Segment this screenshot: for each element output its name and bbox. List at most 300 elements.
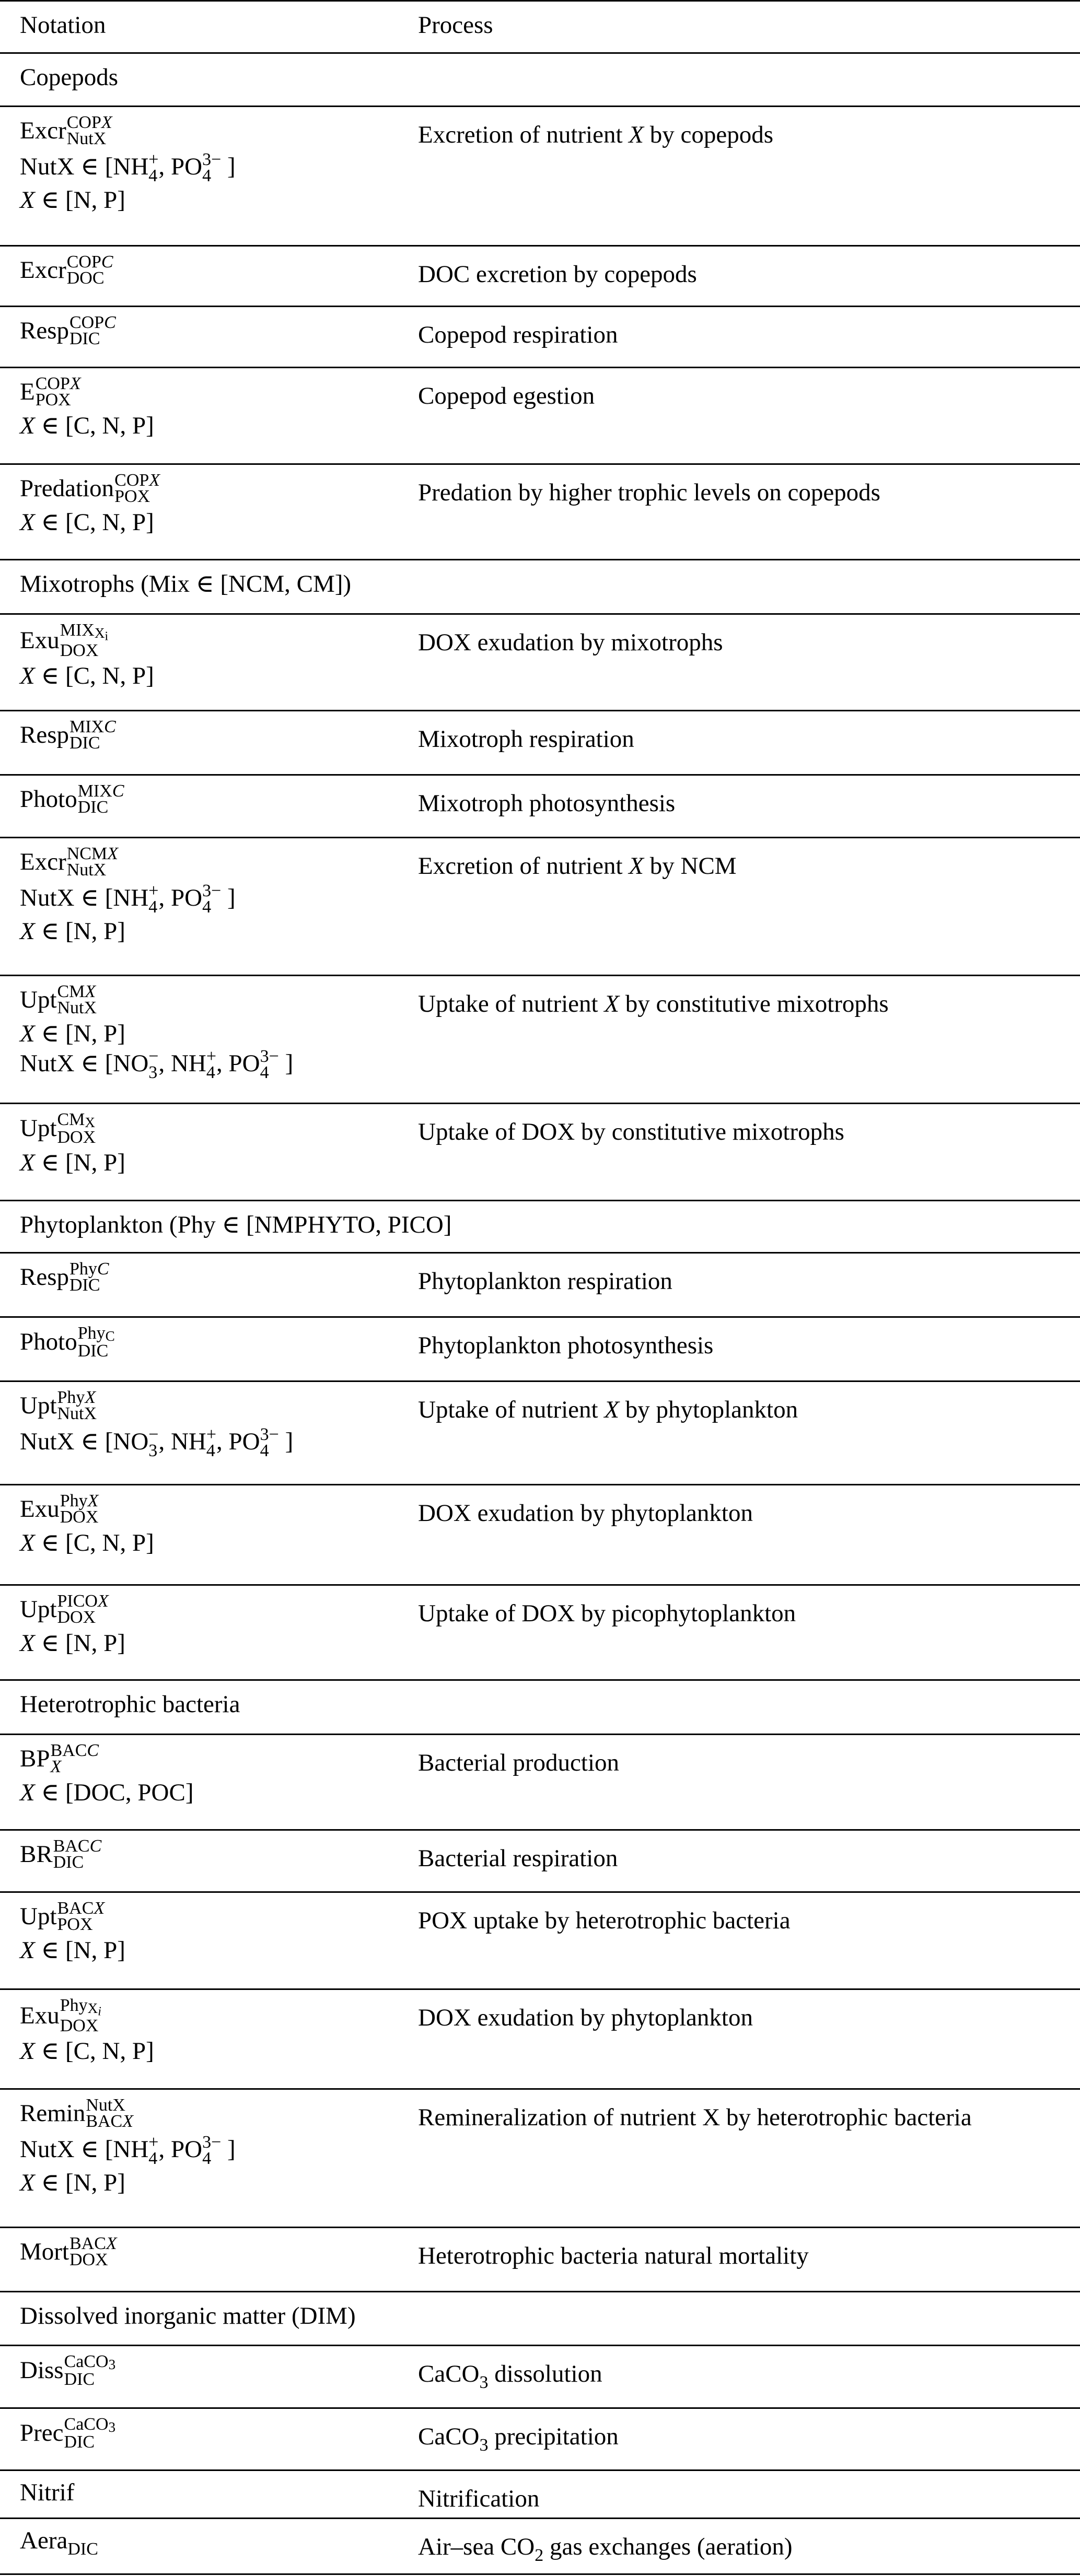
group-label: Phytoplankton (Phy ∈ [NMPHYTO, PICO] <box>20 1211 452 1238</box>
group-header-row <box>0 53 1080 107</box>
notation-symbol <box>20 1741 418 1777</box>
process-description <box>418 382 595 409</box>
group-label: Mixotrophs (Mix ∈ [NCM, CM]) <box>20 570 352 598</box>
text-segment: X <box>87 2000 98 2017</box>
notation-domain-line <box>20 919 418 944</box>
process-description <box>418 2004 753 2031</box>
text-segment: 2 <box>535 2546 544 2565</box>
notation-domain-line <box>20 664 418 688</box>
notation-base: Excr <box>20 117 66 145</box>
table-row <box>0 1892 1080 1989</box>
text-segment: X <box>20 662 35 690</box>
notation-symbol <box>20 781 418 818</box>
process-cell <box>418 1585 1080 1680</box>
process-cell <box>418 2408 1080 2470</box>
text-segment: DIC <box>69 733 100 753</box>
notation-base: Remin <box>20 2100 86 2127</box>
notation-cell <box>0 2470 418 2519</box>
notation-domain-line <box>20 2132 418 2168</box>
text-segment: COP <box>69 313 104 332</box>
table-row <box>0 1485 1080 1585</box>
notation-lines <box>20 781 418 818</box>
text-segment: X <box>629 121 644 148</box>
notation-domain-line <box>20 1631 418 1656</box>
notation-scripts <box>86 2097 133 2130</box>
text-segment: X <box>69 374 81 393</box>
process-description <box>418 1396 798 1423</box>
notation-subscript <box>60 1509 99 1525</box>
notation-superscript <box>57 1111 96 1129</box>
text-segment: X <box>85 1115 96 1131</box>
text-segment: X <box>629 852 644 880</box>
text-segment: COP <box>66 252 101 272</box>
ion-count: 4 <box>202 2148 212 2168</box>
notation-scripts <box>64 2416 116 2450</box>
notation-lines <box>20 1324 418 1361</box>
notation-subscript <box>53 1854 102 1870</box>
table-row <box>0 614 1080 711</box>
text-segment: X <box>20 1778 35 1806</box>
text-segment: MIX <box>77 781 112 801</box>
process-description <box>418 2485 539 2512</box>
text-segment: Heterotrophic bacteria natural mortality <box>418 2242 809 2269</box>
text-segment: DOX <box>60 641 99 661</box>
ion-count: 3 <box>148 1441 158 1460</box>
notation-lines <box>20 982 418 1082</box>
notation-base: Photo <box>20 786 77 813</box>
notation-base: Upt <box>20 1596 57 1623</box>
notation-subscript <box>51 1759 99 1775</box>
text-segment: X <box>604 1396 620 1423</box>
notation-scripts <box>67 846 118 879</box>
text-segment: ∈ [N, P] <box>34 2169 125 2197</box>
text-segment: Excretion of nutrient <box>418 852 629 880</box>
notation-lines <box>20 1996 418 2065</box>
text-segment: Phy <box>60 1491 88 1511</box>
notation-lines <box>20 1836 418 1873</box>
text-segment: , PO <box>216 1049 260 1077</box>
notation-symbol <box>20 2480 418 2505</box>
notation-subscript <box>114 488 160 505</box>
text-segment: DOC <box>66 268 104 288</box>
notation-subscript <box>60 2018 101 2034</box>
notation-superscript <box>60 1997 101 2018</box>
notation-lines <box>20 113 418 214</box>
process-cell <box>418 1381 1080 1485</box>
text-segment: X <box>122 2112 134 2132</box>
text-segment: Air–sea CO <box>418 2533 535 2560</box>
notation-lines <box>20 717 418 754</box>
process-cell <box>418 1317 1080 1381</box>
notation-symbol <box>20 717 418 754</box>
notation-domain-line <box>20 510 418 535</box>
ion-charge: − <box>148 1424 159 1444</box>
ion-count: 3 <box>148 1062 158 1082</box>
text-segment: POX <box>57 1915 93 1935</box>
table-header-row <box>0 1 1080 53</box>
text-segment: DIC <box>53 1853 84 1872</box>
notation-domain-line <box>20 1022 418 1046</box>
process-cell <box>418 1830 1080 1892</box>
process-description <box>418 990 889 1017</box>
text-segment: X <box>20 1149 35 1177</box>
table-row <box>0 1104 1080 1201</box>
notation-superscript <box>78 1325 115 1343</box>
notation-symbol <box>20 1259 418 1296</box>
text-segment: CM <box>57 1110 85 1129</box>
ion-script <box>260 1048 279 1081</box>
ion-charge: 3− <box>202 881 222 900</box>
text-segment: Nitrification <box>418 2485 540 2512</box>
notation-cell <box>0 307 418 368</box>
text-segment: X <box>20 1020 35 1047</box>
notation-base: Excr <box>20 848 66 876</box>
text-segment: X <box>85 982 96 1001</box>
text-segment: i <box>104 629 109 643</box>
text-segment: DOX <box>57 1128 96 1148</box>
text-segment: 3 <box>479 2436 489 2455</box>
notation-scripts <box>78 1325 115 1359</box>
notation-scripts <box>67 254 113 287</box>
notation-domain-line <box>20 2039 418 2064</box>
ion-count: 4 <box>148 166 158 185</box>
text-segment: , NH <box>158 1049 206 1077</box>
notation-scripts <box>36 376 81 408</box>
notation-superscript <box>57 1900 105 1916</box>
notation-base: Upt <box>20 986 57 1014</box>
text-segment: BAC <box>53 1836 90 1856</box>
notation-symbol <box>20 982 418 1018</box>
notation-superscript <box>69 719 116 735</box>
text-segment: 3 <box>108 2357 116 2373</box>
process-description <box>418 629 723 656</box>
table-row <box>0 1585 1080 1680</box>
notation-superscript <box>69 1261 109 1277</box>
table-row <box>0 1381 1080 1485</box>
process-cell <box>418 1735 1080 1830</box>
text-segment: POX <box>114 487 150 507</box>
group-header-row <box>0 2292 1080 2346</box>
text-segment: POX uptake by heterotrophic bacteria <box>418 1907 791 1934</box>
notation-subscript: DIC <box>67 2539 98 2559</box>
notation-base: Resp <box>20 721 69 749</box>
ion-count: 4 <box>260 1441 269 1460</box>
text-segment: NutX <box>66 129 107 149</box>
table-row <box>0 2470 1080 2519</box>
notation-lines <box>20 252 418 289</box>
text-segment: X <box>85 1388 96 1407</box>
notation-domain-line <box>20 1151 418 1175</box>
text-segment: Phytoplankton respiration <box>418 1268 672 1295</box>
notation-base: BP <box>20 1745 50 1773</box>
process-description <box>418 725 634 753</box>
process-cell <box>418 2470 1080 2519</box>
process-description <box>418 2423 619 2455</box>
notation-superscript <box>67 114 112 131</box>
notation-subscript <box>78 799 124 815</box>
notation-cell <box>0 614 418 711</box>
notation-superscript <box>69 2235 117 2252</box>
text-segment: Mixotroph respiration <box>418 725 634 753</box>
notation-cell <box>0 1735 418 1830</box>
text-segment: Bacterial respiration <box>418 1845 618 1872</box>
text-segment: ∈ [C, N, P] <box>34 508 154 536</box>
text-segment: Copepod egestion <box>418 382 595 409</box>
notation-symbol <box>20 2234 418 2270</box>
text-segment: Phy <box>69 1259 97 1279</box>
group-header-row <box>0 1680 1080 1735</box>
table-row <box>0 107 1080 246</box>
notation-cell <box>0 711 418 775</box>
notation-scripts <box>64 2352 116 2390</box>
process-description <box>418 2242 809 2269</box>
notation-base: Upt <box>20 1392 57 1420</box>
process-description <box>418 479 880 506</box>
text-segment: C <box>97 1259 109 1279</box>
notation-base: Resp <box>20 317 69 345</box>
text-segment: ] <box>221 884 236 911</box>
notation-symbol <box>20 471 418 507</box>
table-row <box>0 2408 1080 2470</box>
text-segment: ∈ [C, N, P] <box>34 2038 154 2065</box>
notation-cell <box>0 1253 418 1317</box>
text-segment: C <box>112 781 124 801</box>
notation-domain-line <box>20 414 418 438</box>
ion-count: 4 <box>148 897 158 917</box>
text-segment: NutX ∈ [NH <box>20 153 149 180</box>
process-description <box>418 1268 672 1295</box>
notation-symbol <box>20 374 418 411</box>
process-cell <box>418 1892 1080 1989</box>
table-row <box>0 1989 1080 2089</box>
notation-base: BR <box>20 1841 53 1868</box>
notation-lines <box>20 1899 418 1964</box>
notation-domain-line <box>20 2171 418 2195</box>
table-body <box>0 53 1080 2574</box>
notation-domain-line <box>20 1531 418 1555</box>
notation-lines <box>20 2528 418 2558</box>
notation-superscript <box>64 2353 116 2371</box>
notation-domain-line <box>20 881 418 917</box>
process-description <box>418 790 675 817</box>
notation-cell <box>0 464 418 560</box>
text-segment: NutX <box>86 2095 125 2115</box>
group-header-row <box>0 560 1080 614</box>
ion-charge: + <box>148 2132 159 2152</box>
notation-domain-line <box>20 1938 418 1963</box>
text-segment: X <box>106 2234 117 2253</box>
notation-base: Prec <box>20 2419 64 2447</box>
process-description <box>418 1907 791 1934</box>
text-segment: ∈ [C, N, P] <box>34 662 154 690</box>
notation-cell <box>0 1381 418 1485</box>
process-cell <box>418 1485 1080 1585</box>
text-segment: DIC <box>77 798 109 817</box>
text-segment: CaCO <box>64 2415 109 2434</box>
text-segment: ∈ [N, P] <box>34 1629 125 1657</box>
process-description <box>418 1749 619 1776</box>
notation-lines <box>20 1491 418 1556</box>
ion-script <box>202 883 221 916</box>
notation-symbol <box>20 1110 418 1148</box>
ion-script <box>206 1426 216 1459</box>
ion-count: 4 <box>202 897 212 917</box>
notation-superscript <box>86 2097 133 2113</box>
notation-cell <box>0 1317 418 1381</box>
text-segment: X <box>50 1757 62 1777</box>
group-label: Copepods <box>20 64 118 91</box>
notation-superscript <box>64 2416 116 2434</box>
text-segment: X <box>97 1591 109 1611</box>
notation-base: Nitrif <box>20 2479 75 2506</box>
notation-base: E <box>20 378 35 406</box>
notation-subscript <box>64 2434 116 2450</box>
notation-symbol <box>20 113 418 149</box>
notation-superscript <box>60 622 108 642</box>
notation-lines <box>20 1591 418 1657</box>
text-segment: CaCO <box>418 2360 480 2387</box>
notation-scripts <box>69 719 116 752</box>
notation-superscript <box>78 783 124 799</box>
text-segment: NutX ∈ [NH <box>20 2135 149 2163</box>
table-row <box>0 2089 1080 2228</box>
notation-subscript <box>67 270 113 286</box>
text-segment: NutX <box>57 998 97 1018</box>
text-segment: X <box>20 1936 35 1964</box>
text-segment: C <box>89 1836 102 1856</box>
text-segment: Excretion of nutrient <box>418 121 629 148</box>
text-segment: MIX <box>60 620 95 640</box>
text-segment: COP <box>35 374 70 393</box>
text-segment: DOX exudation by phytoplankton <box>418 1500 753 1527</box>
notation-superscript <box>51 1742 99 1759</box>
notation-scripts <box>60 622 108 659</box>
notation-lines <box>20 2095 418 2197</box>
text-segment: Phy <box>77 1324 106 1343</box>
table-row <box>0 368 1080 464</box>
text-segment: X <box>20 508 35 536</box>
ion-script <box>148 1426 158 1459</box>
table-row <box>0 976 1080 1104</box>
notation-subscript <box>86 2112 134 2132</box>
notation-cell <box>0 1585 418 1680</box>
ion-script <box>206 1048 216 1081</box>
notation-subscript <box>60 642 108 659</box>
notation-subscript <box>57 1000 97 1016</box>
text-segment: C <box>104 717 116 736</box>
text-segment: ∈ [N, P] <box>34 186 125 214</box>
text-segment: ∈ [N, P] <box>34 1936 125 1964</box>
notation-subscript <box>69 331 116 347</box>
text-segment: X <box>94 625 105 641</box>
notation-cell <box>0 1892 418 1989</box>
text-segment: 3 <box>108 2419 116 2436</box>
notation-symbol <box>20 1899 418 1935</box>
notation-subscript <box>57 1916 105 1933</box>
text-segment: NutX ∈ [NO <box>20 1049 149 1077</box>
table-row <box>0 1830 1080 1892</box>
notation-symbol <box>20 2528 418 2558</box>
notation-subscript <box>64 2370 116 2390</box>
notation-scripts <box>60 1997 101 2034</box>
text-segment: C <box>105 1328 115 1344</box>
ion-script <box>260 1426 279 1459</box>
text-segment: DOX <box>69 2250 108 2270</box>
text-segment: Uptake of DOX by constitutive mixotrophs <box>418 1118 844 1145</box>
text-segment: ] <box>278 1427 294 1455</box>
process-cell <box>418 1253 1080 1317</box>
process-cell <box>418 2519 1080 2574</box>
notation-scripts <box>67 114 112 147</box>
text-segment: DIC <box>69 1275 100 1295</box>
notation-scripts <box>57 1389 97 1422</box>
text-segment: DOX <box>57 1608 96 1627</box>
notation-scripts <box>69 2235 117 2268</box>
notation-subscript <box>69 2252 117 2268</box>
notation-base: Exu <box>20 1495 60 1523</box>
notation-subscript <box>78 1343 115 1359</box>
notation-symbol <box>20 2352 418 2390</box>
notation-cell <box>0 2519 418 2574</box>
notation-scripts <box>60 1493 99 1526</box>
notation-superscript <box>60 1493 99 1509</box>
notation-symbol <box>20 2415 418 2452</box>
text-segment: Mixotroph photosynthesis <box>418 790 676 817</box>
notation-cell <box>0 2346 418 2408</box>
text-segment: dissolution <box>488 2360 602 2387</box>
table-row <box>0 1253 1080 1317</box>
group-label: Dissolved inorganic matter (DIM) <box>20 2302 356 2329</box>
table-row <box>0 464 1080 560</box>
text-segment: DIC <box>64 2432 95 2452</box>
notation-lines <box>20 1388 418 1460</box>
process-cell <box>418 246 1080 307</box>
text-segment: Phytoplankton photosynthesis <box>418 1332 714 1359</box>
notation-domain-line <box>20 1778 418 1806</box>
text-segment: DIC <box>69 329 100 349</box>
process-cell <box>418 1989 1080 2089</box>
notation-cell <box>0 1485 418 1585</box>
notation-symbol <box>20 1591 418 1628</box>
header-notation: Notation <box>20 11 106 39</box>
notation-superscript <box>67 254 113 270</box>
text-segment: ] <box>278 1049 294 1077</box>
notation-symbol <box>20 1388 418 1424</box>
process-cell <box>418 976 1080 1104</box>
notation-base: Upt <box>20 1903 57 1930</box>
text-segment: BAC <box>57 1899 94 1918</box>
table-row <box>0 1735 1080 1830</box>
notation-symbol <box>20 1996 418 2036</box>
ion-charge: 3− <box>202 2132 222 2152</box>
text-segment: X <box>20 412 35 439</box>
notation-scripts <box>53 1838 102 1871</box>
text-segment: ∈ [C, N, P] <box>34 1529 154 1556</box>
notation-lines <box>20 471 418 536</box>
text-segment: NutX ∈ [NO <box>20 1427 149 1455</box>
process-description <box>418 1600 796 1627</box>
text-segment: DIC <box>64 2370 95 2390</box>
text-segment: X <box>101 113 112 132</box>
text-segment: , PO <box>158 153 203 180</box>
text-segment: X <box>87 1491 99 1511</box>
notation-symbol <box>20 252 418 289</box>
table-row <box>0 838 1080 976</box>
process-description <box>418 1845 618 1872</box>
notation-cell <box>0 775 418 838</box>
text-segment: , PO <box>216 1427 260 1455</box>
notation-subscript <box>67 131 112 147</box>
